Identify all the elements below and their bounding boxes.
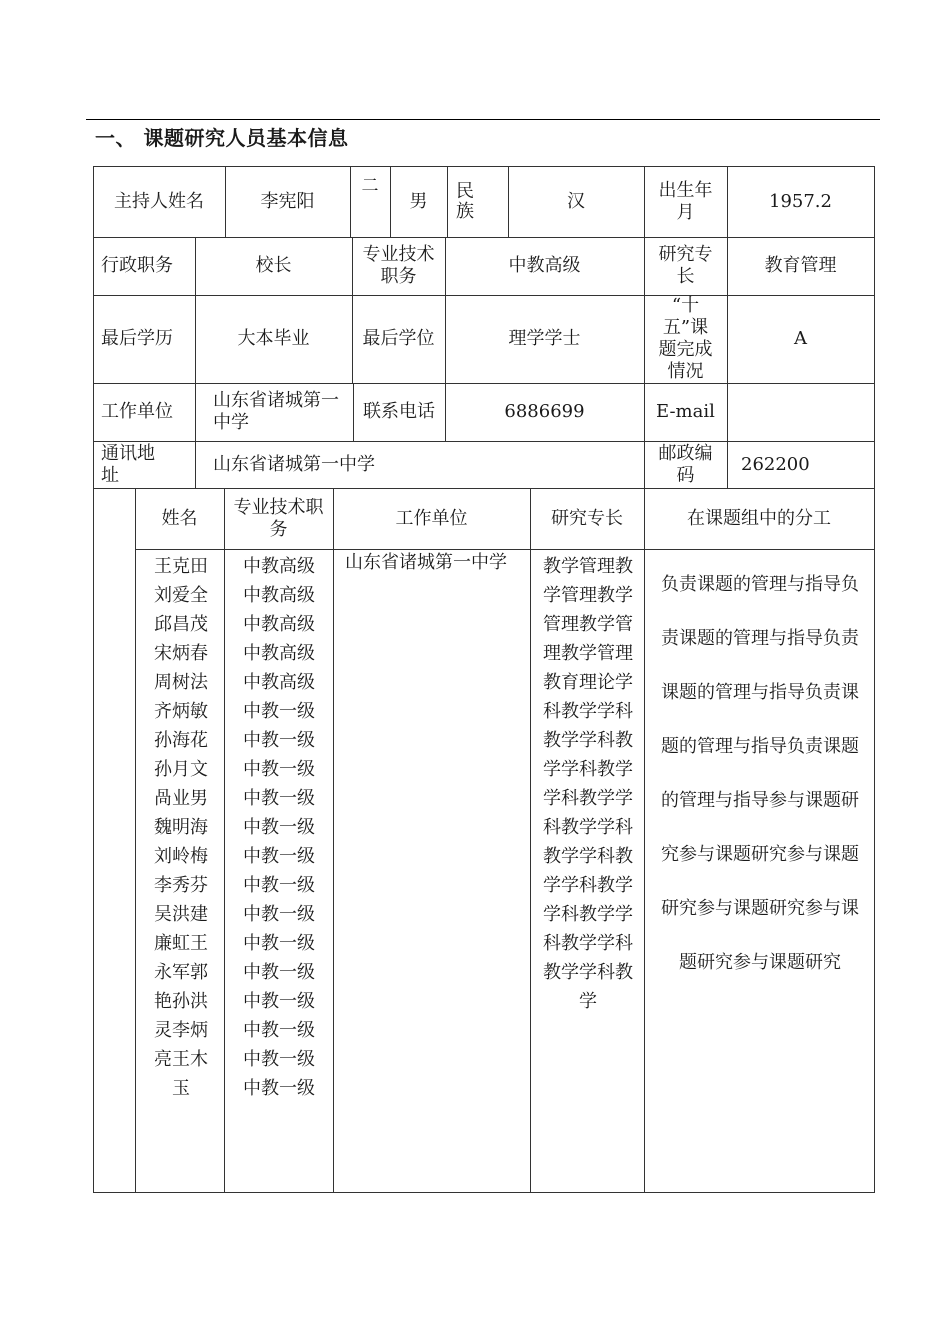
gender-label: 二 (361, 176, 379, 196)
member-unit-header: 工作单位 (395, 507, 468, 529)
postcode-value: 262200 (741, 453, 810, 475)
tech-title-label: 专业技术职务 (362, 244, 435, 287)
education-value: 大本毕业 (237, 328, 310, 349)
postcode-label: 邮政编码 (658, 442, 713, 486)
education-label: 最后学历 (101, 328, 173, 349)
expertise-label: 研究专长 (658, 244, 713, 287)
table-border-right (874, 166, 875, 1193)
col-divider (644, 488, 645, 1193)
email-value (727, 383, 874, 441)
birth-label: 出生年月 (658, 179, 713, 223)
member-unit: 山东省诸城第一中学 (345, 552, 507, 573)
member-expertise: 教学管理教 学管理教学 管理教学管 理教学管理 教育理论学 科教学学科 教学学科教 学学科教学 学科教学学 科教学学科 教学学科教 学学科教学 学科教学学 科教学学科 教学学科教 学 (543, 556, 633, 1012)
degree-label: 最后学位 (362, 328, 435, 349)
member-duty: 负责课题的管理与指导负 责课题的管理与指导负责 课题的管理与指导负责课 题的管理与指导负责课题 的管理与指导参与课题研 究参与课题研究参与课题 研究参与课题研究参与课 题研究参与课题研究 (661, 574, 859, 973)
member-duty-header: 在课题组中的分工 (687, 507, 831, 529)
ethnic-label: 民族 (456, 180, 474, 222)
completion-label: “十五”课题完成情况 (658, 295, 713, 382)
host-name-label: 主持人姓名 (114, 190, 204, 212)
admin-position-value: 校长 (255, 255, 292, 276)
col-divider (333, 488, 334, 1193)
member-title-header: 专业技术职务 (233, 496, 324, 540)
address-value: 山东省诸城第一中学 (213, 453, 375, 475)
phone-value: 6886699 (504, 401, 585, 422)
section-title: 一、 课题研究人员基本信息 (95, 126, 349, 150)
top-rule (86, 119, 880, 120)
col-divider (447, 166, 448, 237)
address-label: 通讯地址 (101, 442, 155, 486)
col-divider (530, 488, 531, 1193)
completion-value: A (794, 328, 807, 349)
expertise-value: 教育管理 (764, 255, 837, 276)
admin-position-label: 行政职务 (101, 255, 173, 276)
member-expertise-header: 研究专长 (551, 507, 623, 529)
gender-value: 男 (409, 190, 428, 212)
email-label: E-mail (656, 401, 715, 422)
degree-value: 理学学士 (508, 328, 581, 349)
member-names: 王克田 刘爱全 邱昌茂 宋炳春 周树法 齐炳敏 孙海花 孙月文 咼业男 魏明海 刘岭梅 李秀芬 吴洪建 廉虹王 永军郭 艳孙洪 灵李炳 亮王木 玉 (154, 556, 208, 1099)
member-titles: 中教高级 中教高级 中教高级 中教高级 中教高级 中教一级 中教一级 中教一级 中教一级 中教一级 中教一级 中教一级 中教一级 中教一级 中教一级 中教一级 中教一级 中教一级 中教一级 (243, 556, 315, 1099)
phone-label: 联系电话 (363, 401, 435, 422)
col-divider (224, 488, 225, 1193)
host-name-value: 李宪阳 (260, 190, 315, 212)
col-divider (135, 488, 136, 1193)
work-unit-value: 山东省诸城第一中学 (213, 390, 339, 433)
member-name-header: 姓名 (161, 507, 198, 529)
tech-title-value: 中教高级 (508, 255, 581, 276)
table-border-bottom (93, 1192, 875, 1193)
ethnic-value: 汉 (567, 190, 585, 212)
work-unit-label: 工作单位 (101, 401, 173, 422)
birth-value: 1957.2 (769, 190, 832, 212)
